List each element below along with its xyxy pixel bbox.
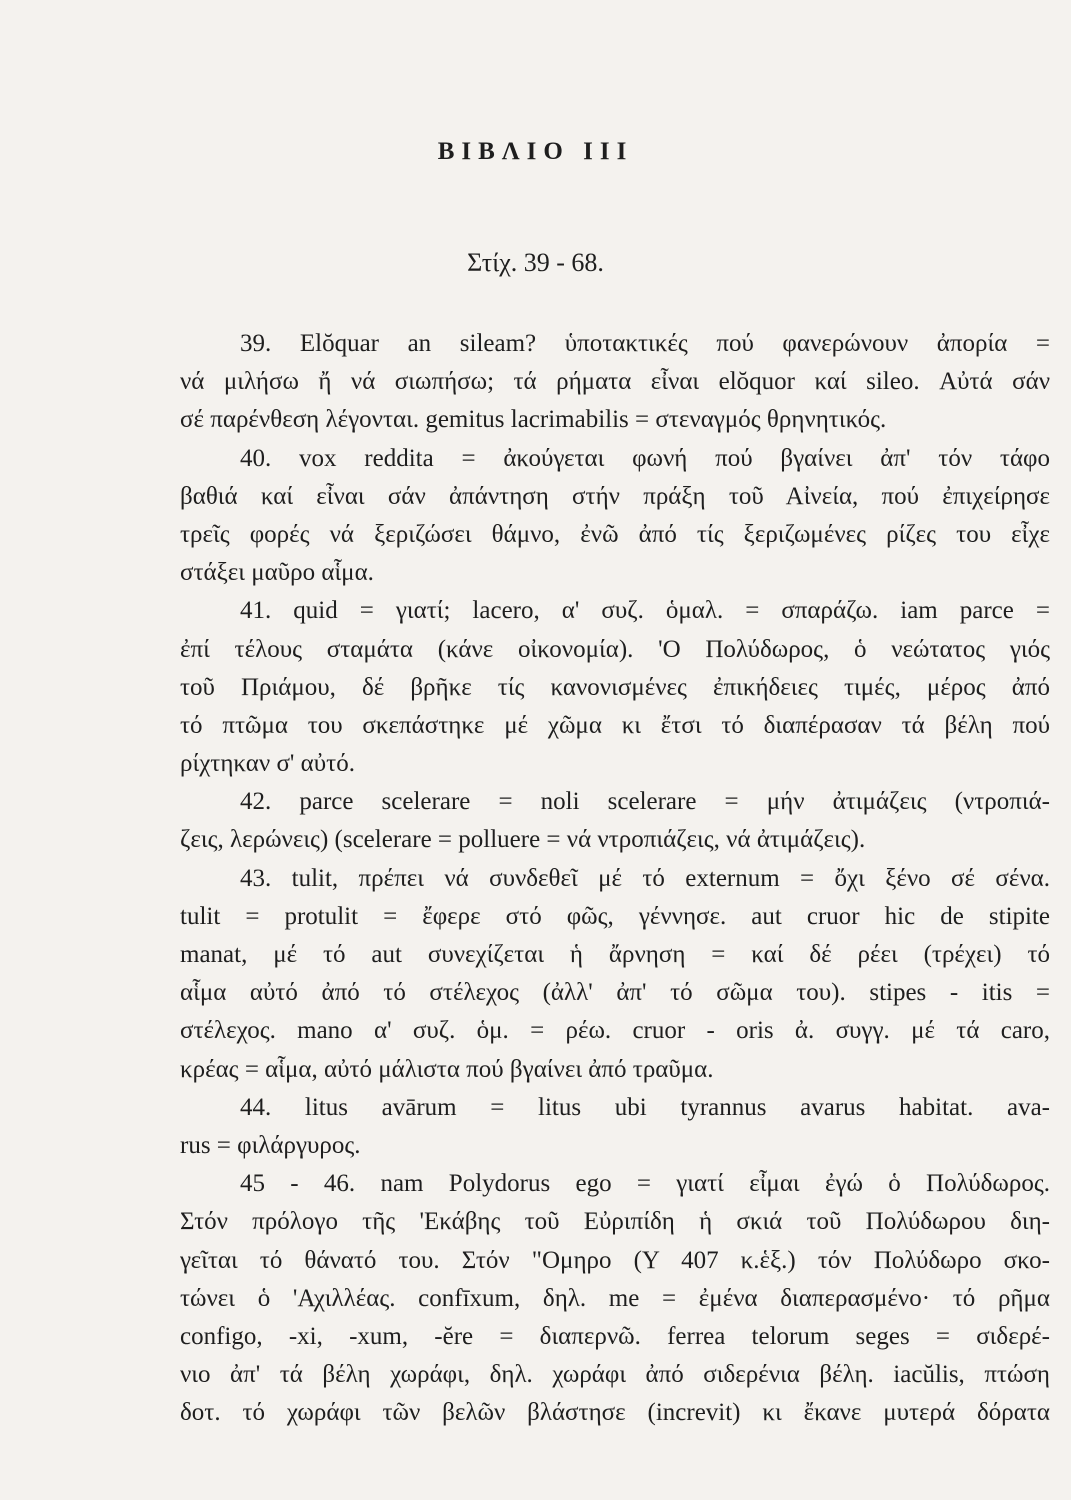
text-line: 45 - 46. nam Polydorus ego = γιατί εἶμαι ἐγώ ὁ Πολύδωρος. — [240, 1170, 1050, 1198]
text-line: σέ παρένθεση λέγονται. gemitus lacrimabilis = στεναγμός θρηνητικός. — [180, 406, 887, 434]
text-line: αἷμα αὐτό ἀπό τό στέλεχος (ἀλλ' ἀπ' τό σῶμα του). stipes - itis = — [180, 979, 1050, 1007]
text-line: τώνει ὁ 'Αχιλλέας. confīxum, δηλ. me = ἐμένα διαπερασμένο· τό ρῆμα — [180, 1284, 1050, 1312]
text-line: rus = φιλάργυρος. — [180, 1131, 361, 1159]
text-line: δοτ. τό χωράφι τῶν βελῶν βλάστησε (increvit) κι ἔκανε μυτερά δόρατα — [180, 1399, 1050, 1427]
text-line: 42. parce scelerare = noli scelerare = μήν ἀτιμάζεις (ντροπιά- — [240, 788, 1050, 816]
text-line: τρεῖς φορές νά ξεριζώσει θάμνο, ἐνῶ ἀπό τίς ξεριζωμένες ρίζες του εἶχε — [180, 520, 1050, 548]
text-line: βαθιά καί εἶναι σάν ἀπάντηση στήν πράξη τοῦ Αἰνεία, πού ἐπιχείρησε — [180, 482, 1050, 510]
text-line: 41. quid = γιατί; lacero, α' συζ. ὁμαλ. = σπαράζω. iam parce = — [240, 597, 1050, 625]
verse-range: Στίχ. 39 - 68. — [467, 248, 604, 277]
text-line: 43. tulit, πρέπει νά συνδεθεῖ μέ τό externum = ὄχι ξένο σέ σένα. — [240, 864, 1050, 892]
text-line: 40. vox reddita = ἀκούγεται φωνή πού βγαίνει ἀπ' τόν τάφο — [240, 444, 1050, 472]
text-line: στέλεχος. mano α' συζ. ὁμ. = ρέω. cruor - oris ἀ. συγγ. μέ τά caro, — [180, 1017, 1050, 1045]
commentary-body — [180, 325, 1050, 1432]
text-line: στάξει μαῦρο αἷμα. — [180, 559, 374, 587]
text-line: ζεις, λερώνεις) (scelerare = polluere = νά ντροπιάζεις, νά ἀτιμάζεις). — [180, 826, 866, 854]
text-line: ἐπί τέλους σταμάτα (κάνε οἰκονομία). 'Ο Πολύδωρος, ὁ νεώτατος γιός — [180, 635, 1050, 663]
text-line: γεῖται τό θάνατό του. Στόν "Ομηρο (Υ 407 κ.ἑξ.) τόν Πολύδωρο σκο- — [180, 1246, 1050, 1274]
text-line: τοῦ Πριάμου, δέ βρῆκε τίς κανονισμένες ἐπικήδειες τιμές, μέρος ἀπό — [180, 673, 1050, 701]
text-line: νιο ἀπ' τά βέλη χωράφι, δηλ. χωράφι ἀπό σιδερένια βέλη. iacŭlis, πτώση — [180, 1361, 1050, 1389]
text-line: ρίχτηκαν σ' αὐτό. — [180, 750, 355, 778]
text-line: tulit = protulit = ἔφερε στό φῶς, γέννησε. aut cruor hic de stipite — [180, 902, 1050, 930]
text-line: νά μιλήσω ἤ νά σιωπήσω; τά ρήματα εἶναι elŏquor καί sileo. Αὐτά σάν — [180, 368, 1050, 396]
text-line: manat, μέ τό aut συνεχίζεται ἡ ἄρνηση = καί δέ ρέει (τρέχει) τό — [180, 941, 1050, 968]
text-line: κρέας = αἷμα, αὐτό μάλιστα πού βγαίνει ἀπό τραῦμα. — [180, 1055, 714, 1083]
text-line: 39. Elŏquar an sileam? ὑποτακτικές πού φανερώνουν ἀπορία = — [240, 330, 1050, 357]
text-line: Στόν πρόλογο τῆς 'Εκάβης τοῦ Εὐριπίδη ἡ σκιά τοῦ Πολύδωρου διη- — [180, 1208, 1050, 1236]
text-line: configo, -xi, -xum, -ĕre = διαπερνῶ. ferrea telorum seges = σιδερέ- — [180, 1322, 1050, 1350]
text-line: 44. litus avārum = litus ubi tyrannus avarus habitat. ava- — [240, 1093, 1050, 1121]
book-title: ΒΙΒΛΙΟ ΙΙΙ — [437, 138, 634, 165]
text-line: τό πτῶμα του σκεπάστηκε μέ χῶμα κι ἔτσι τό διαπέρασαν τά βέλη πού — [180, 711, 1050, 739]
